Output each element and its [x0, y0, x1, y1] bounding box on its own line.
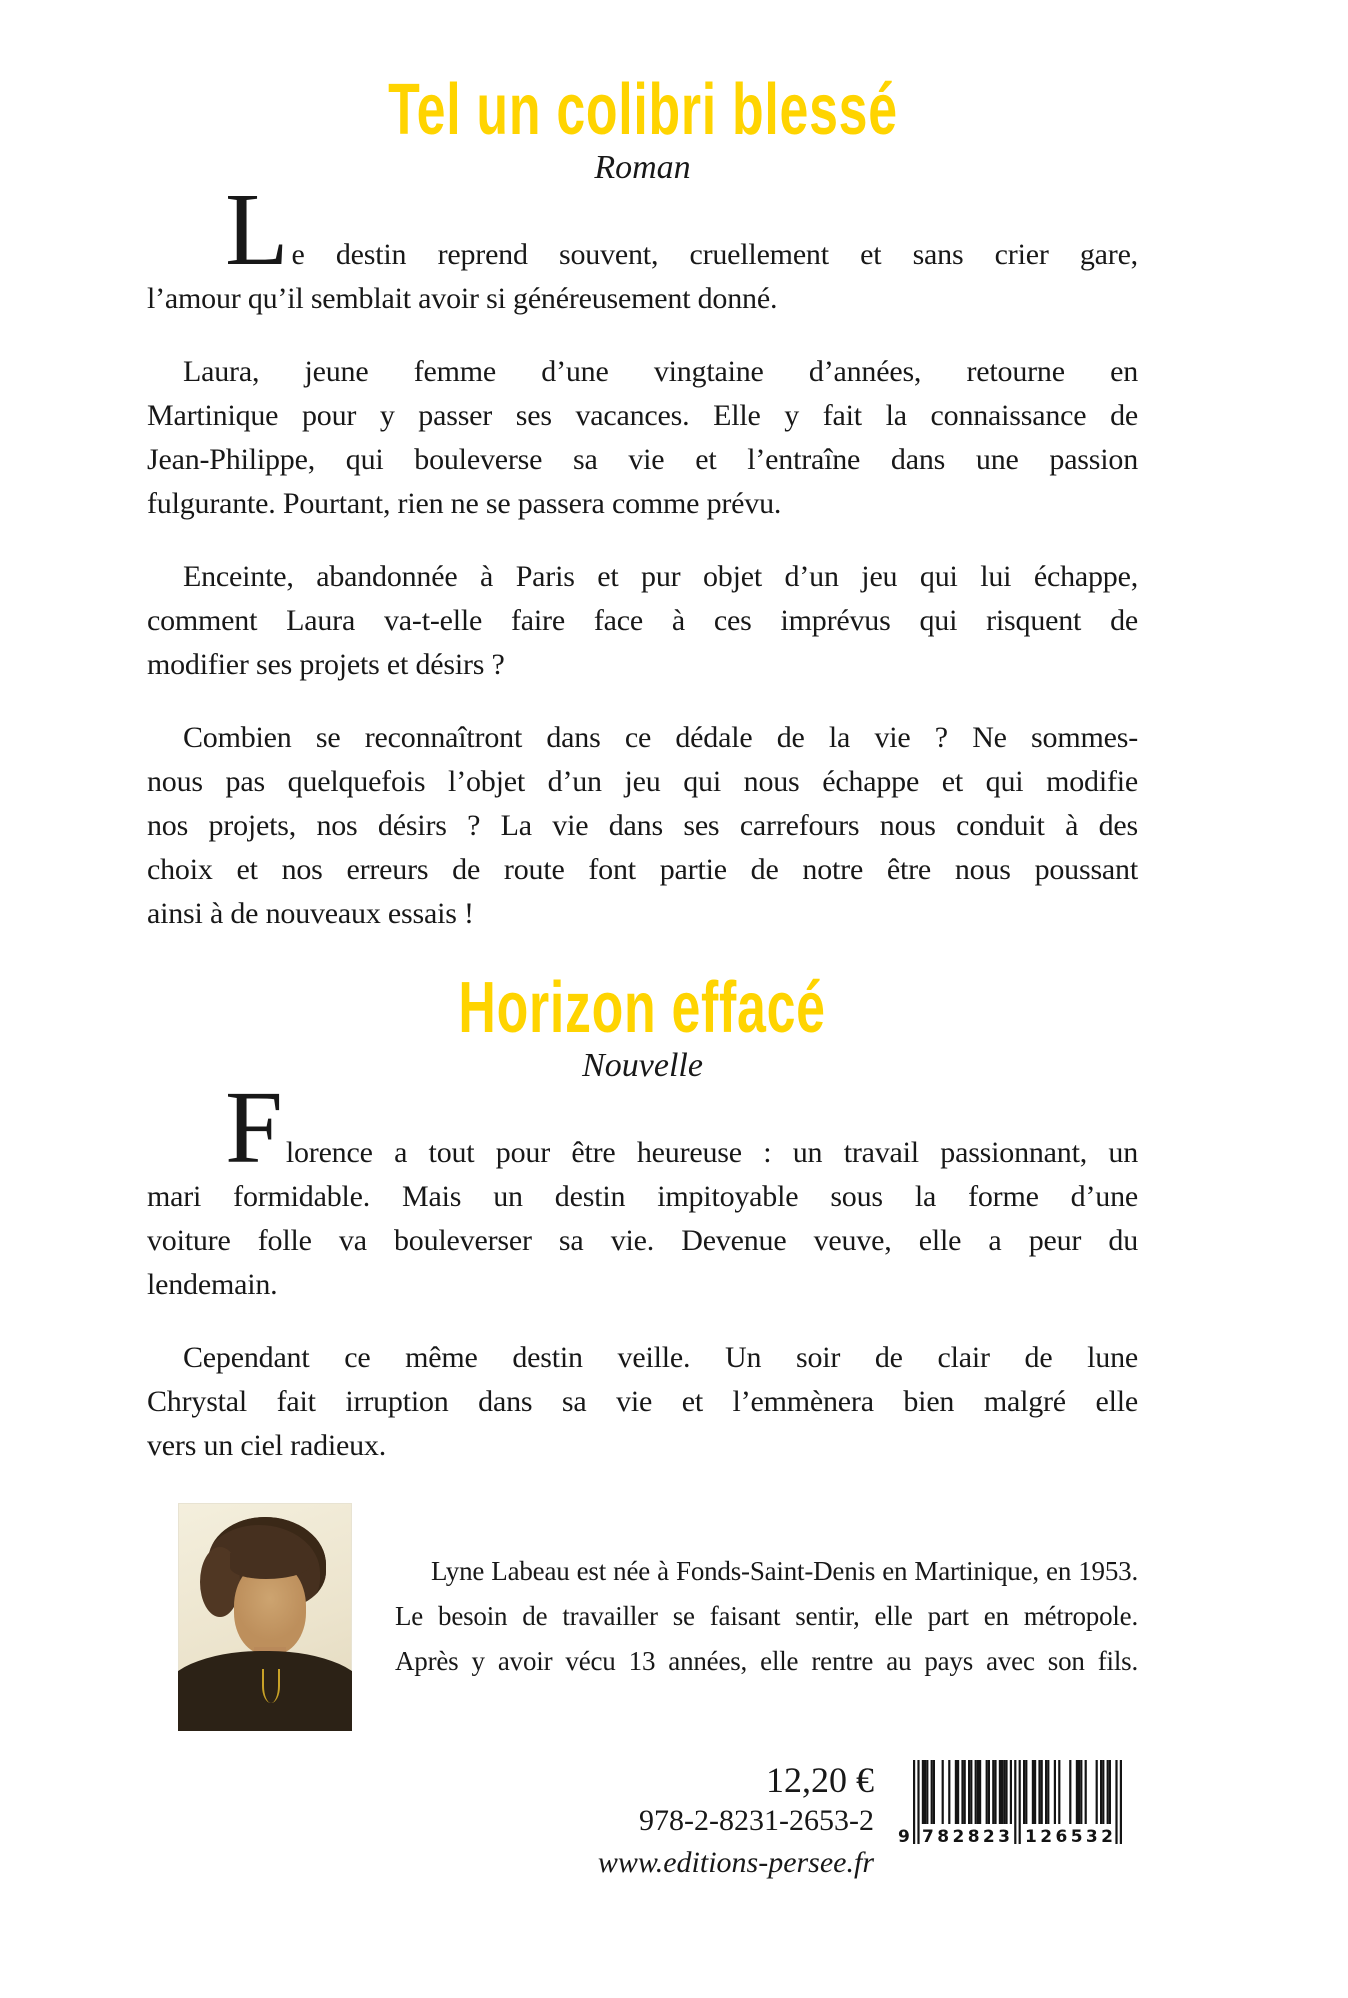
barcode-svg [897, 1760, 1127, 1852]
barcode-digits: 782823 [922, 1826, 1010, 1847]
paragraph [147, 1069, 1138, 1307]
text-line: Après y avoir vécu 13 années, elle rentre au pays avec son fils. [395, 1646, 1138, 1677]
website-label: www.editions-persee.fr [597, 1845, 874, 1879]
novella-title-text: Horizon effacé [458, 967, 827, 1048]
author-bio [395, 1549, 1138, 1684]
text-line: Florence a tout pour être heureuse : un travail passionnant, un [225, 1069, 1138, 1185]
footer-text-column [147, 1760, 874, 1884]
raised-initial-cap: F [225, 1069, 283, 1185]
text-line: Le destin reprend souvent, cruellement et sans crier gare, [225, 171, 1138, 287]
novel-title [147, 70, 1138, 150]
novel-title-text: Tel un colibri blessé [387, 70, 898, 150]
text-line: comment Laura va-t-elle faire face à ces imprévus qui risquent de [147, 603, 1138, 637]
genre-label-nouvelle: Nouvelle [582, 1046, 703, 1084]
text-line: Lyne Labeau est née à Fonds-Saint-Denis en Martinique, en 1953. [431, 1556, 1138, 1587]
barcode-digits: 9 [898, 1826, 910, 1847]
paragraph [147, 555, 1138, 687]
text-line: lendemain. [147, 1267, 278, 1301]
text-line: fulgurante. Pourtant, rien ne se passera comme prévu. [147, 486, 782, 520]
paragraph [147, 171, 1138, 321]
text-line: Combien se reconnaîtront dans ce dédale de la vie ? Ne sommes- [183, 720, 1138, 754]
photo-necklace [262, 1669, 280, 1703]
text-line: l’amour qu’il semblait avoir si généreusement donné. [147, 281, 778, 315]
cover-content [147, 70, 1138, 1910]
author-photo [178, 1503, 352, 1731]
isbn-label: 978-2-8231-2653-2 [639, 1803, 874, 1837]
text-line: ainsi à de nouveaux essais ! [147, 896, 474, 930]
text-line: vers un ciel radieux. [147, 1428, 387, 1462]
paragraph [147, 1336, 1138, 1468]
text-line: voiture folle va bouleverser sa vie. Devenue veuve, elle a peur du [147, 1223, 1138, 1257]
novella-title [147, 967, 1138, 1048]
footer-block [147, 1760, 1138, 1910]
author-block [147, 1503, 1138, 1731]
text-line: modifier ses projets et désirs ? [147, 647, 505, 681]
text-line: mari formidable. Mais un destin impitoyable sous la forme d’une [147, 1179, 1138, 1213]
text-line: nous pas quelquefois l’objet d’un jeu qui nous échappe et qui modifie [147, 764, 1138, 798]
paragraph [147, 716, 1138, 936]
barcode [897, 1760, 1127, 1852]
text-line: nos projets, nos désirs ? La vie dans ses carrefours nous conduit à des [147, 808, 1138, 842]
text-line: Jean-Philippe, qui bouleverse sa vie et l’entraîne dans une passion [147, 442, 1138, 476]
text-line: Enceinte, abandonnée à Paris et pur objet d’un jeu qui lui échappe, [183, 559, 1138, 593]
text-line: Le besoin de travailler se faisant sentir, elle part en métropole. [395, 1601, 1138, 1632]
text-line: choix et nos erreurs de route font partie de notre être nous poussant [147, 852, 1138, 886]
raised-initial-cap: L [225, 171, 289, 287]
genre-label-roman: Roman [594, 148, 691, 186]
paragraph [147, 350, 1138, 526]
book-back-cover [0, 70, 1348, 1998]
text-line: Martinique pour y passer ses vacances. Elle y fait la connaissance de [147, 398, 1138, 432]
price-label: 12,20 € [766, 1759, 874, 1800]
text-line: Laura, jeune femme d’une vingtaine d’années, retourne en [183, 354, 1138, 388]
barcode-digits: 126532 [1025, 1826, 1113, 1847]
text-line: Cependant ce même destin veille. Un soir de clair de lune [183, 1340, 1138, 1374]
text-line: Chrystal fait irruption dans sa vie et l’emmènera bien malgré elle [147, 1384, 1138, 1418]
